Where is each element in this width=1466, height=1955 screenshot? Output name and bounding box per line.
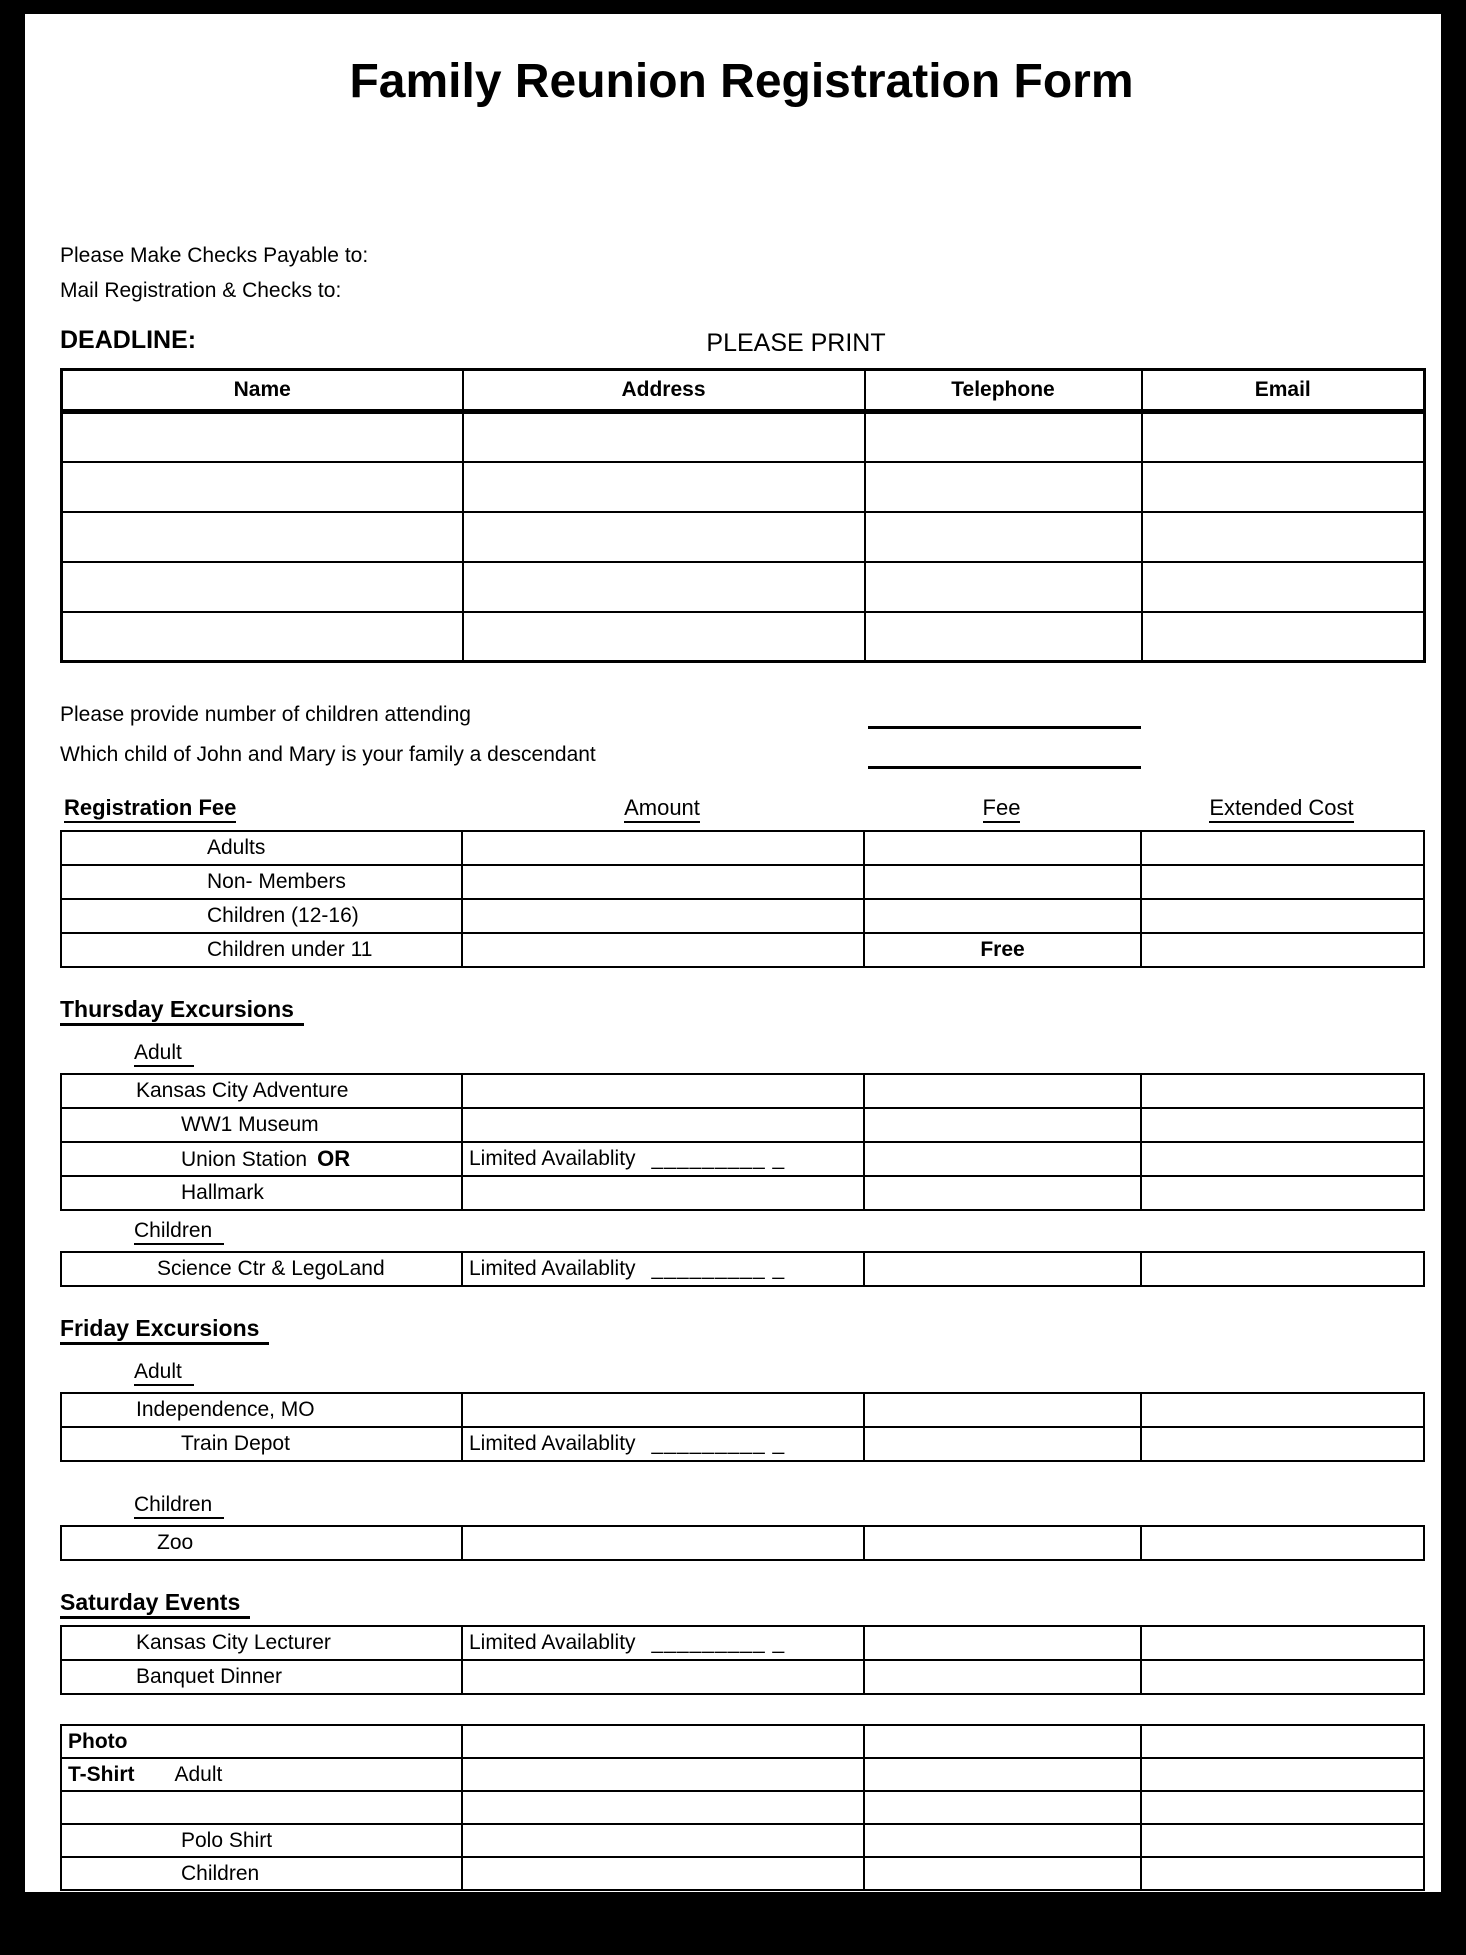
- fee-cell: [864, 1725, 1141, 1758]
- amount-cell: [462, 831, 864, 865]
- excursion-label: Science Ctr & LegoLand: [61, 1252, 462, 1286]
- fee-cell: [864, 1427, 1141, 1461]
- thursday-adult-table: [60, 1073, 1425, 1211]
- tshirt-adult-label: Adult: [174, 1762, 223, 1786]
- fee-row-adults: [61, 831, 1424, 865]
- address-cell: [463, 612, 865, 662]
- fee-row-non-members: [61, 865, 1424, 899]
- amount-column-label-cell: [461, 795, 863, 823]
- fee-row-children-under-11: [61, 933, 1424, 967]
- fee-cell: [864, 1526, 1141, 1560]
- contact-header-address: Address: [463, 370, 865, 412]
- mail-registration-label: Mail Registration & Checks to:: [60, 279, 342, 302]
- telephone-cell: [865, 462, 1142, 512]
- qty-cell: [462, 1824, 864, 1857]
- fee-cell: [864, 1824, 1141, 1857]
- extended-cost-cell: [1141, 831, 1424, 865]
- excursion-label: Zoo: [61, 1526, 462, 1560]
- extended-cost-cell: [1141, 899, 1424, 933]
- qty-cell: [462, 1725, 864, 1758]
- amount-column-label: Amount: [624, 795, 700, 823]
- fee-cell-free: Free: [864, 933, 1141, 967]
- merch-label: T-Shirt Adult: [61, 1758, 462, 1791]
- telephone-cell: [865, 562, 1142, 612]
- extended-cost-column-label-cell: [1140, 795, 1423, 823]
- excursion-label: WW1 Museum: [61, 1108, 462, 1142]
- extended-cost-column-label: Extended Cost: [1209, 795, 1353, 823]
- fee-cell: [864, 1108, 1141, 1142]
- email-cell: [1142, 462, 1425, 512]
- excursion-row-union-station: [61, 1142, 1424, 1176]
- excursion-label: Hallmark: [61, 1176, 462, 1210]
- contact-row: [62, 412, 1425, 462]
- fee-row-children-12-16: [61, 899, 1424, 933]
- limited-availability-cell: Limited Availablity _________ _: [462, 1427, 864, 1461]
- thursday-children-label: Children: [134, 1219, 1423, 1245]
- fee-cell: [864, 1393, 1141, 1427]
- thursday-excursions-heading: Thursday Excursions: [60, 996, 1423, 1026]
- fee-cell: [864, 1791, 1141, 1824]
- extended-cost-cell: [1141, 1857, 1424, 1890]
- merch-row-empty: [61, 1791, 1424, 1824]
- excursion-label: Kansas City Adventure: [61, 1074, 462, 1108]
- excursion-row-science-ctr-legoland: [61, 1252, 1424, 1286]
- excursion-row-hallmark: [61, 1176, 1424, 1210]
- descendant-blank: [868, 766, 1141, 769]
- saturday-events-heading: Saturday Events: [60, 1589, 1423, 1619]
- extended-cost-cell: [1141, 1108, 1424, 1142]
- note-cell: [462, 1074, 864, 1108]
- fee-row-label: Children under 11: [61, 933, 462, 967]
- extended-cost-cell: [1141, 1725, 1424, 1758]
- contact-row: [62, 512, 1425, 562]
- merch-label: Children: [61, 1857, 462, 1890]
- friday-adult-table: [60, 1392, 1425, 1462]
- fee-row-label: Adults: [61, 831, 462, 865]
- extended-cost-cell: [1141, 1393, 1424, 1427]
- deadline-row: [60, 326, 1423, 360]
- fee-cell: [864, 831, 1141, 865]
- registration-fee-table: [60, 830, 1425, 968]
- payable-block: [60, 238, 1423, 308]
- friday-children-table: [60, 1525, 1425, 1561]
- excursion-label: Train Depot: [61, 1427, 462, 1461]
- fee-cell: [864, 1660, 1141, 1694]
- fee-cell: [864, 1252, 1141, 1286]
- merchandise-table: [60, 1724, 1425, 1891]
- extended-cost-cell: [1141, 1142, 1424, 1176]
- contact-header-email: Email: [1142, 370, 1425, 412]
- contact-table: [60, 368, 1426, 663]
- descendant-row: [60, 735, 1423, 775]
- name-cell: [62, 462, 463, 512]
- merch-row-children: [61, 1857, 1424, 1890]
- contact-row: [62, 612, 1425, 662]
- fee-cell: [864, 1758, 1141, 1791]
- fee-cell: [864, 1142, 1141, 1176]
- form-content: [25, 54, 1441, 1955]
- name-cell: [62, 612, 463, 662]
- name-cell: [62, 512, 463, 562]
- limited-availability-cell: Limited Availablity _________ _: [462, 1142, 864, 1176]
- event-label: Banquet Dinner: [61, 1660, 462, 1694]
- amount-cell: [462, 899, 864, 933]
- fee-cell: [864, 1176, 1141, 1210]
- friday-children-label: Children: [134, 1493, 1423, 1519]
- availability-blank: _________ _: [651, 1147, 786, 1170]
- merch-row-tshirt-adult: [61, 1758, 1424, 1791]
- note-cell: [462, 1526, 864, 1560]
- qty-cell: [462, 1791, 864, 1824]
- event-row-banquet-dinner: [61, 1660, 1424, 1694]
- extended-cost-cell: [1141, 1176, 1424, 1210]
- extended-cost-cell: [1141, 1758, 1424, 1791]
- fee-row-label: Non- Members: [61, 865, 462, 899]
- extended-cost-cell: [1141, 1526, 1424, 1560]
- friday-excursions-heading: Friday Excursions: [60, 1315, 1423, 1345]
- fee-cell: [864, 865, 1141, 899]
- address-cell: [463, 512, 865, 562]
- telephone-cell: [865, 512, 1142, 562]
- friday-adult-label: Adult: [134, 1360, 1423, 1386]
- contact-header-name: Name: [62, 370, 463, 412]
- form-page: [25, 14, 1441, 1950]
- note-cell: [462, 1393, 864, 1427]
- saturday-events-table: [60, 1625, 1425, 1695]
- excursion-row-independence-mo: [61, 1393, 1424, 1427]
- excursion-row-zoo: [61, 1526, 1424, 1560]
- qty-cell: [462, 1758, 864, 1791]
- availability-blank: _________ _: [651, 1631, 786, 1654]
- children-count-question: Please provide number of children attending: [60, 703, 471, 726]
- contact-row: [62, 462, 1425, 512]
- email-cell: [1142, 412, 1425, 462]
- fee-cell: [864, 1626, 1141, 1660]
- note-cell: [462, 1176, 864, 1210]
- email-cell: [1142, 562, 1425, 612]
- children-count-blank: [868, 726, 1141, 729]
- or-label: OR: [317, 1146, 351, 1171]
- note-cell: [462, 1660, 864, 1694]
- telephone-cell: [865, 612, 1142, 662]
- address-cell: [463, 462, 865, 512]
- excursion-label: Union Station OR: [61, 1142, 462, 1176]
- contact-header-telephone: Telephone: [865, 370, 1142, 412]
- registration-fee-label: Registration Fee: [64, 795, 236, 823]
- total-label: TOTAL: [993, 1912, 1100, 1950]
- merch-row-polo-shirt: [61, 1824, 1424, 1857]
- event-label: Kansas City Lecturer: [61, 1626, 462, 1660]
- fee-cell: [864, 1857, 1141, 1890]
- extended-cost-cell: [1141, 1824, 1424, 1857]
- fee-column-label-cell: [863, 795, 1140, 823]
- email-cell: [1142, 612, 1425, 662]
- name-cell: [62, 412, 463, 462]
- amount-cell: [462, 865, 864, 899]
- address-cell: [463, 562, 865, 612]
- thursday-adult-label: Adult: [134, 1041, 1423, 1067]
- fee-cell: [864, 1074, 1141, 1108]
- deadline-label: DEADLINE:: [60, 326, 197, 354]
- extended-cost-cell: [1141, 1074, 1424, 1108]
- extended-cost-cell: [1141, 1427, 1424, 1461]
- thursday-children-table: [60, 1251, 1425, 1287]
- limited-availability-cell: Limited Availablity _________ _: [462, 1626, 864, 1660]
- fee-column-label: Fee: [983, 795, 1021, 823]
- availability-blank: _________ _: [651, 1257, 786, 1280]
- merch-label: [61, 1791, 462, 1824]
- qty-cell: [462, 1857, 864, 1890]
- telephone-cell: [865, 412, 1142, 462]
- merch-row-photo: [61, 1725, 1424, 1758]
- name-cell: [62, 562, 463, 612]
- merch-label: Polo Shirt: [61, 1824, 462, 1857]
- extended-cost-cell: [1141, 1252, 1424, 1286]
- excursion-row-ww1-museum: [61, 1108, 1424, 1142]
- fee-cell: [864, 899, 1141, 933]
- extended-cost-cell: [1141, 1660, 1424, 1694]
- children-count-row: [60, 695, 1423, 735]
- total-row: [60, 1908, 1423, 1955]
- extended-cost-cell: [1141, 865, 1424, 899]
- event-row-kansas-city-lecturer: [61, 1626, 1424, 1660]
- fee-row-label: Children (12-16): [61, 899, 462, 933]
- note-cell: [462, 1108, 864, 1142]
- email-cell: [1142, 512, 1425, 562]
- descendant-question: Which child of John and Mary is your family a descendant: [60, 743, 596, 766]
- limited-availability-cell: Limited Availablity _________ _: [462, 1252, 864, 1286]
- please-print-label: PLEASE PRINT: [706, 329, 886, 357]
- address-cell: [463, 412, 865, 462]
- page-title: Family Reunion Registration Form: [349, 55, 1134, 108]
- contact-row: [62, 562, 1425, 612]
- checks-payable-label: Please Make Checks Payable to:: [60, 244, 369, 267]
- registration-fee-header: [60, 795, 1423, 823]
- merch-label: Photo: [61, 1725, 462, 1758]
- extended-cost-cell: [1141, 1626, 1424, 1660]
- extended-cost-cell: [1141, 1791, 1424, 1824]
- excursion-row-kansas-city-adventure: [61, 1074, 1424, 1108]
- total-box: [1140, 1908, 1423, 1955]
- extended-cost-cell: [1141, 933, 1424, 967]
- contact-header-row: [62, 370, 1425, 412]
- amount-cell: [462, 933, 864, 967]
- excursion-row-train-depot: [61, 1427, 1424, 1461]
- excursion-label: Independence, MO: [61, 1393, 462, 1427]
- children-questions: [60, 695, 1423, 775]
- registration-fee-label-cell: [60, 795, 461, 823]
- availability-blank: _________ _: [651, 1432, 786, 1455]
